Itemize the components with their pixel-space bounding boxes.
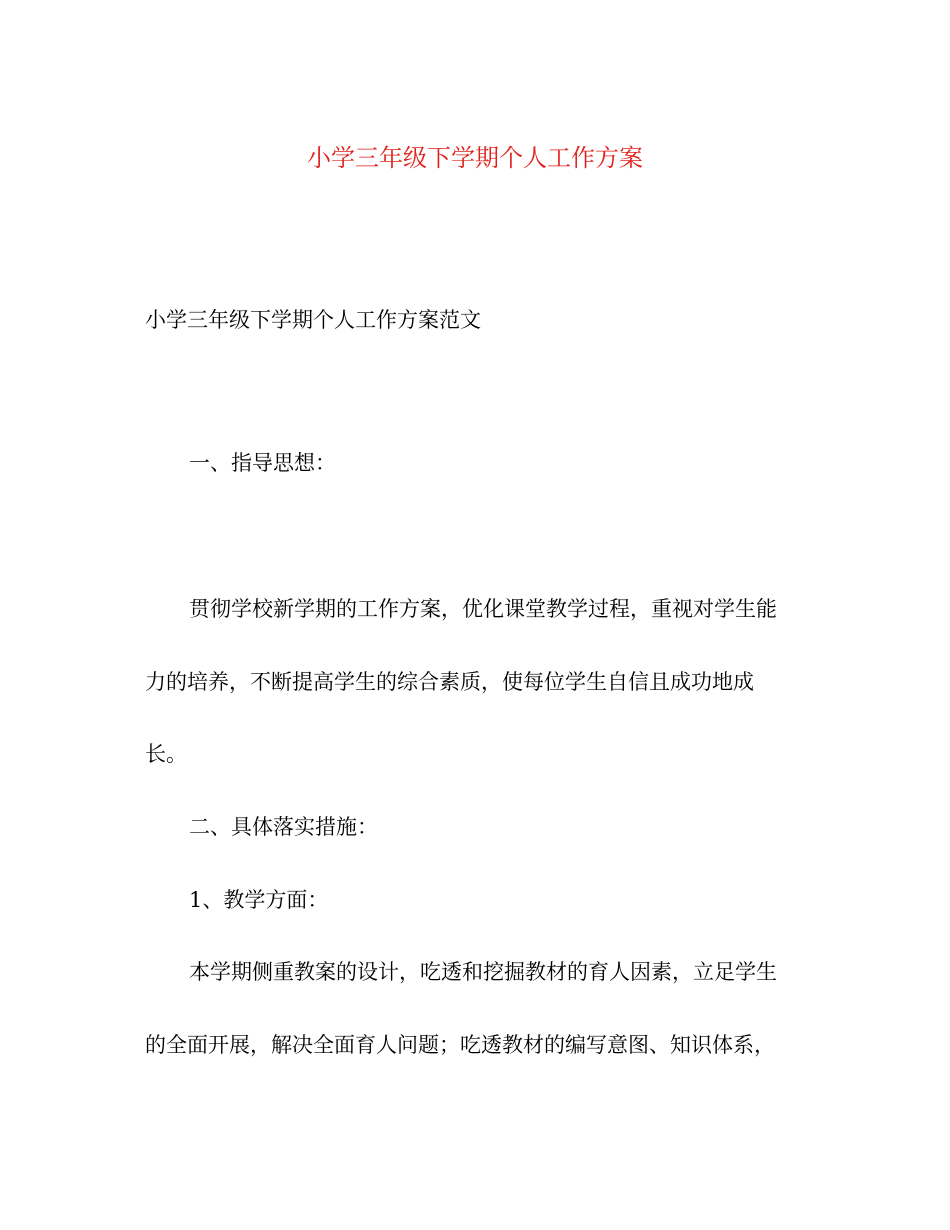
document-subtitle: 小学三年级下学期个人工作方案范文 [145,308,481,332]
paragraph-line: 长。 [145,742,187,766]
section-heading-guiding-thought: 一、指导思想： [189,451,336,475]
paragraph-line: 本学期侧重教案的设计，吃透和挖掘教材的育人因素，立足学生 [189,960,777,984]
paragraph-line: 的全面开展，解决全面育人问题；吃透教材的编写意图、知识体系， [145,1033,775,1057]
subsection-heading-teaching: 1、教学方面： [189,888,329,912]
paragraph-line: 贯彻学校新学期的工作方案，优化课堂教学过程，重视对学生能 [189,597,777,621]
document-title: 小学三年级下学期个人工作方案 [307,144,643,172]
section-heading-measures: 二、具体落实措施： [189,815,378,839]
paragraph-line: 力的培养，不断提高学生的综合素质，使每位学生自信且成功地成 [145,670,754,694]
